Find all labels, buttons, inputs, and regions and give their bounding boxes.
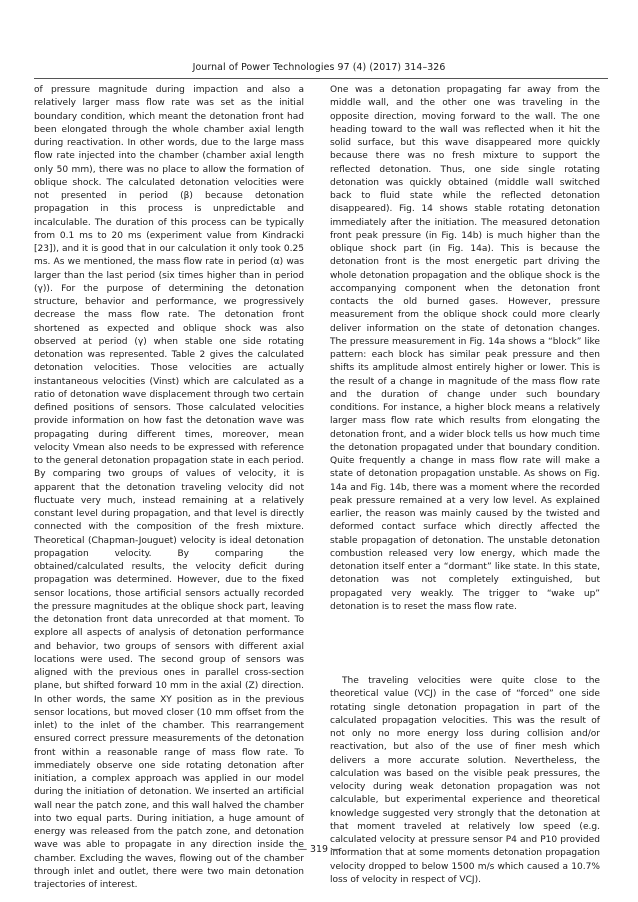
right-column-paragraph-2: The traveling velocities were quite close to the theoretical value (VCJ) in the case of “forced” one side rotating single detonation propagation in part of the calculated propagation velocities. This was the result of not only no more energy loss during collision and/or reactivation, but also of the use of finer mesh which delivers a more accurate solution. Nevertheless, the calculation was based on the visible peak pressures, the velocity during weak detonation propagation was not calculable, but experimental experience and theoretical knowledge suggested very strongly that the detonation at that moment traveled at relatively low speed (e.g. calculated velocity at pressure sensor P4 and P10 provided information that at some moments detonation propagation velocity dropped to below 1500 m/s which caused a 10.7% loss of velocity in respect of VCJ). xyxy=(330,676,600,885)
header-rule xyxy=(34,78,608,79)
journal-header: Journal of Power Technologies 97 (4) (2017) 314–326 xyxy=(192,62,446,73)
right-column-paragraph-1: One was a detonation propagating far away from the middle wall, and the other one was traveling in the opposite direction, moving forward to the wall. The one heading toward to the wall was reflected when it hit the solid surface, but this wave disappeared more quickly because there was no fresh mixture to support the reflected detonation. Thus, one side single rotating detonation was quickly obtained (middle wall switched back to fluid state while the reflected detonation disappeared). Fig. 14 shows stable rotating detonation immediately after the initiation. The measured detonation front peak pressure (in Fig. 14b) is much higher than the oblique shock part (in Fig. 14a). This is because the detonation front is the most energetic part driving the whole detonation propagation and the oblique shock is the accompanying component when the detonation front contacts the old burned gases. However, pressure measurement from the oblique shock could more clearly deliver information on the state of detonation changes. The pressure measurement in Fig. 14a shows a “block” like pattern: each block has similar peak pressure and then shifts its amplitude almost entirely higher or lower. This is the result of a change in magnitude of the mass flow rate and the duration of change under such boundary conditions. For instance, a higher block means a relatively larger mass flow rate which results from elongating the detonation front, and a wider block tells us how much time the detonation propagated under that boundary condition. Quite frequently a change in mass flow rate will make a state of detonation propagation unstable. As shows on Fig. 14a and Fig. 14b, there was a moment where the recorded peak pressure remained at a very low level. As explained earlier, the reason was mainly caused by the twisted and deformed contact surface which directly affected the stable propagation of detonation. The unstable detonation combustion released very low energy, which made the detonation itself enter a “dormant” like state. In this state, detonation was not completely extinguished, but propagated very weakly. The trigger to “wake up” detonation is to reset the mass flow rate. xyxy=(330,85,600,612)
page-number: — 319 — xyxy=(297,844,341,855)
left-column-paragraph: of pressure magnitude during impaction and also a relatively larger mass flow rate was set as the initial boundary condition, which meant the detonation front had been elongated through the whole chamber axial length during reactivation. In other words, due to the large mass flow rate injected into the chamber (chamber axial length only 50 mm), there was no place to allow the formation of oblique shock. The calculated detonation velocities were not presented in period (β) because detonation propagation in this process is unpredictable and incalculable. The duration of this process can be typically from 0.1 ms to 20 ms (experiment value from Kindracki [23]), and it is good that in our calculation it only took 0.25 ms. As we mentioned, the mass flow rate in period (α) was larger than the last period (six times higher than in period (γ)). For the purpose of determining the detonation structure, behavior and performance, we progressively decrease the mass flow rate. The detonation front shortened as expected and oblique shock was also observed at period (γ) when stable one side rotating detonation was represented. Table 2 gives the calculated detonation velocities. Those velocities are actually instantaneous velocities (Vinst) which are calculated as a ratio of detonation wave displacement through two certain defined positions of sensors. Those calculated velocities provide information on how fast the detonation wave was propagating during different times, moreover, mean velocity Vmean also needs to be expressed with reference to the general detonation propagation state in each period. By comparing two groups of values of velocity, it is apparent that the detonation traveling velocity did not fluctuate very much, instead remaining at a relatively constant level during propagation, and that level is directly connected with the composition of the fresh mixture. Theoretical (Chapman-Jouguet) velocity is ideal detonation propagation velocity. By comparing the obtained/calculated results, the velocity deficit during propagation was determined. However, due to the fixed sensor locations, those artificial sensors actually recorded the pressure magnitudes at the oblique shock part, leaving the detonation front data unrecorded at that moment. To explore all aspects of analysis of detonation performance and behavior, two groups of sensors with different axial locations were used. The second group of sensors was aligned with the previous ones in parallel cross-section plane, but shifted forward 10 mm in the axial (Z) direction. In other words, the same XY position as in the previous sensor locations, but moved closer (10 mm offset from the inlet) to the inlet of the chamber. This rearrangement ensured correct pressure measurements of the detonation front within a reasonable range of mass flow rate. To immediately observe one side rotating detonation after initiation, a complex approach was applied in our model during the initiation of detonation. We inserted an artificial wall near the patch zone, and this wall halved the chamber into two equal parts. During initiation, a huge amount of energy was released from the patch zone, and detonation wave was able to propagate in any direction inside the chamber. Excluding the waves, flowing out of the chamber through inlet and outlet, there were two main detonation trajectories of interest. xyxy=(34,85,304,890)
right-column xyxy=(330,84,600,887)
column-gap xyxy=(330,614,600,675)
left-column xyxy=(34,84,304,892)
